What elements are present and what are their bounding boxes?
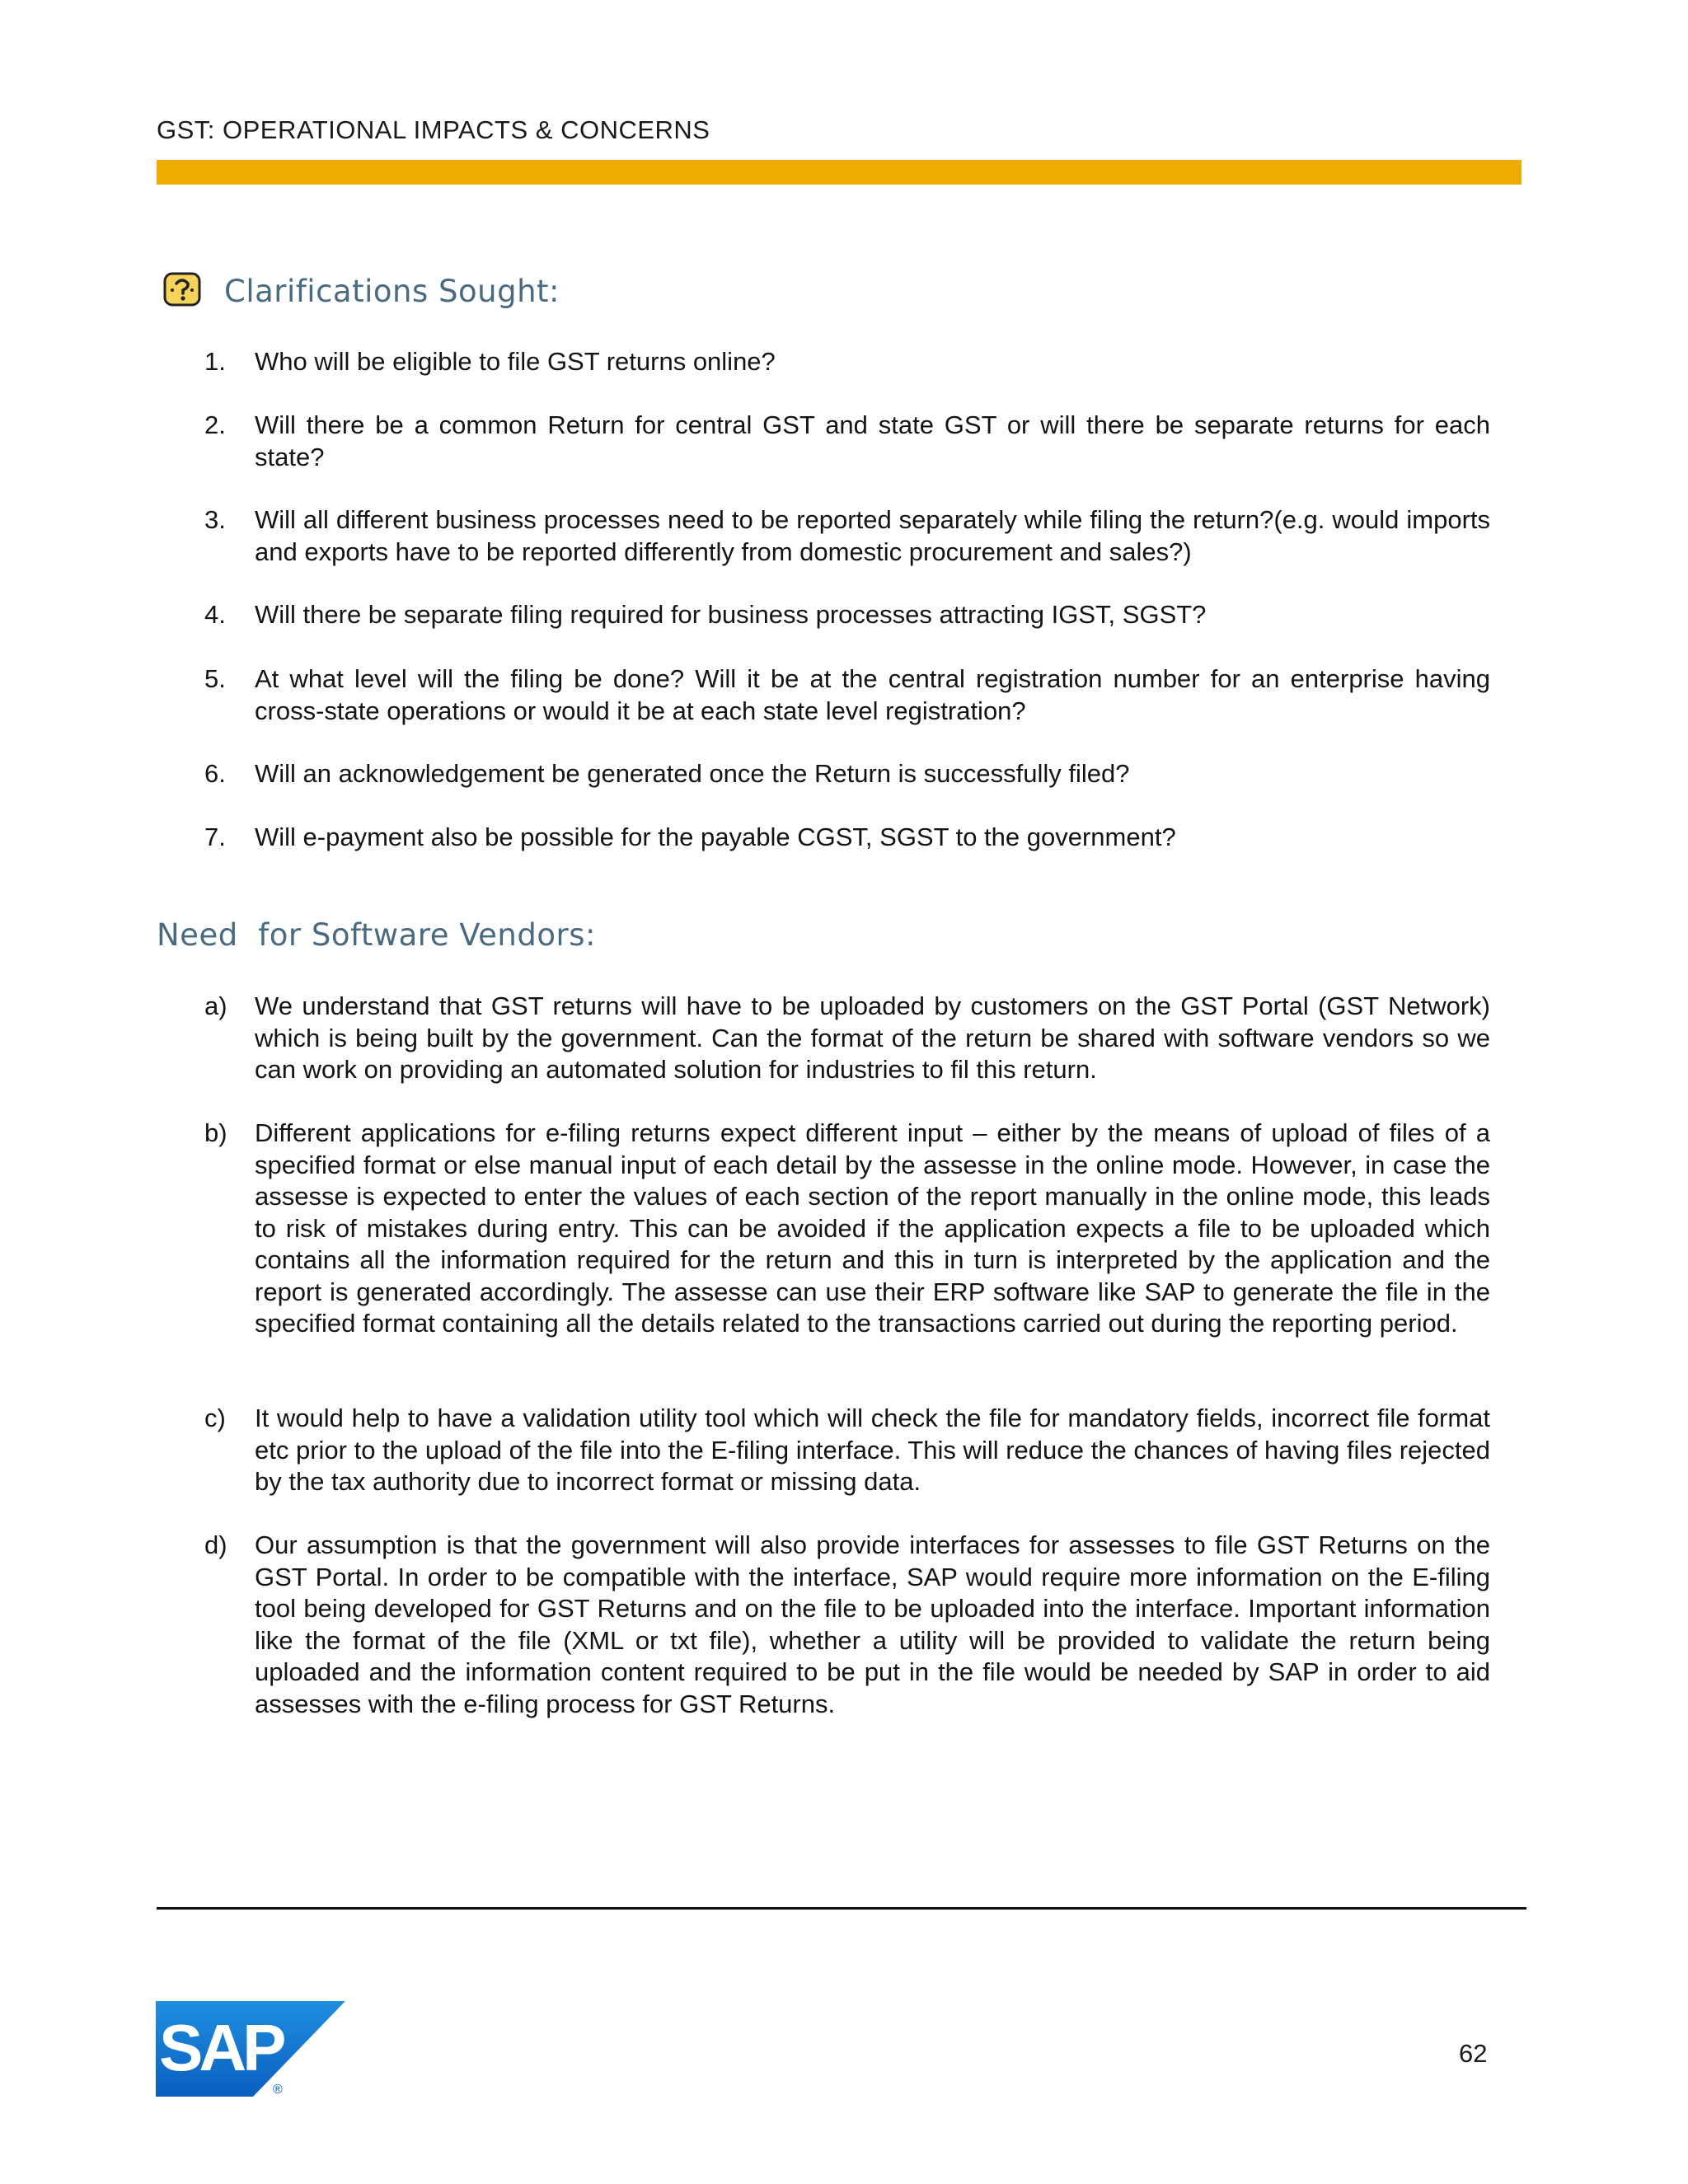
- list-item-number: 2.: [204, 410, 226, 439]
- list-item-letter: a): [204, 991, 227, 1020]
- registered-mark: ®: [273, 2083, 283, 2097]
- sap-logo-text: SAP: [159, 2011, 283, 2084]
- list-item-text: Our assumption is that the government will also provide interfaces for assesses to file GST Returns on the GST Portal. In order to be compatible with the interface, SAP would require more information on the E-filing tool being developed for GST Returns and on the file to be uploaded into the interface. Important information like the format of the file (XML or txt file), whether a utility will be provided to validate the return being uploaded and the information content required to be put in the file would be needed by SAP in order to aid assesses with the e-filing process for GST Returns.: [255, 1530, 1490, 1718]
- list-item-letter: c): [204, 1404, 226, 1432]
- sap-logo: [156, 2001, 345, 2097]
- clarifications-heading: Clarifications Sought:: [224, 274, 560, 309]
- list-item-text: It would help to have a validation utility tool which will check the file for mandatory fields, incorrect file format etc prior to the upload of the file into the E-filing interface. This will reduce the chances of having files rejected by the tax authority due to incorrect format or missing data.: [255, 1404, 1490, 1496]
- list-item-number: 3.: [204, 505, 226, 534]
- question-face-icon: [163, 272, 201, 307]
- list-item-text: Who will be eligible to file GST returns online?: [255, 347, 776, 376]
- vendors-heading: Need for Software Vendors:: [157, 917, 596, 953]
- list-item-text: Will there be a common Return for central GST and state GST or will there be separate returns for each state?: [255, 410, 1490, 471]
- list-item-letter: b): [204, 1118, 227, 1147]
- page-number: 62: [1459, 2039, 1488, 2068]
- list-item-text: At what level will the filing be done? Will it be at the central registration number for an enterprise having cross-state operations or would it be at each state level registration?: [255, 664, 1490, 725]
- page-header-title: GST: OPERATIONAL IMPACTS & CONCERNS: [157, 115, 710, 144]
- list-item-text: Will there be separate filing required for business processes attracting IGST, SGST?: [255, 600, 1207, 629]
- list-item-text: Will e-payment also be possible for the payable CGST, SGST to the government?: [255, 823, 1176, 851]
- list-item-number: 1.: [204, 347, 226, 376]
- list-item-number: 4.: [204, 600, 226, 629]
- list-item-text: Will an acknowledgement be generated once the Return is successfully filed?: [255, 759, 1130, 788]
- list-item-text: Different applications for e-filing returns expect different input – either by the means of upload of files of a specified format or else manual input of each detail by the assesse in the online mode. However, in case the assesse is expected to enter the values of each section of the report manually in the online mode, this leads to risk of mistakes during entry. This can be avoided if the application expects a file to be uploaded which contains all the information required for the return and this in turn is interpreted by the application and the report is generated accordingly. The assesse can use their ERP software like SAP to generate the file in the specified format containing all the details related to the transactions carried out during the reporting period.: [255, 1118, 1490, 1338]
- list-item-letter: d): [204, 1530, 227, 1559]
- list-item-number: 5.: [204, 664, 226, 693]
- list-item-number: 6.: [204, 759, 226, 788]
- list-item-text: We understand that GST returns will have to be uploaded by customers on the GST Portal (GST Network) which is being built by the government. Can the format of the return be shared with software vendors so we can work on providing an automated solution for industries to fil this return.: [255, 991, 1490, 1084]
- footer-divider: [157, 1907, 1526, 1910]
- list-item-text: Will all different business processes need to be reported separately while filing the return?(e.g. would imports and exports have to be reported differently from domestic procurement and sales?): [255, 505, 1490, 566]
- header-accent-bar: [157, 160, 1522, 185]
- list-item-number: 7.: [204, 823, 226, 851]
